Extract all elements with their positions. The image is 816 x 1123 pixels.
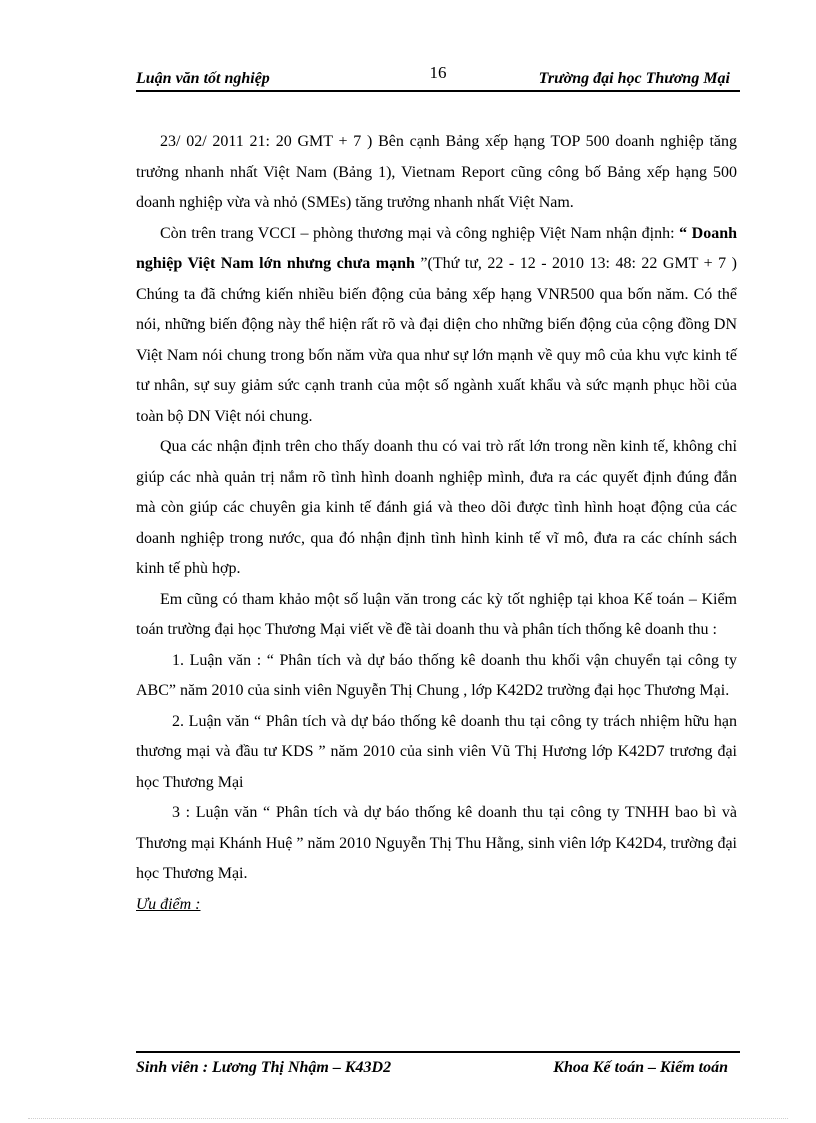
paragraph-revenue-role: Qua các nhận định trên cho thấy doanh thu có vai trò rất lớn trong nền kinh tế, không chỉ giúp các nhà quản trị nắm rõ tình hình doanh nghiệp mình, đưa ra các quyết định đúng đắn mà còn giúp các chuyên gia kinh tế đánh giá và theo dõi được tình hình hoạt động của các doanh nghiệp trong nước, qua đó nhận định tình hình kinh tế vĩ mô, đưa ra các chính sách kinh tế phù hợp. xyxy=(136,438,737,577)
header-university: Trường đại học Thương Mại xyxy=(538,70,730,87)
header-thesis-title: Luận văn tốt nghiệp xyxy=(136,70,270,87)
footer-faculty: Khoa Kế toán – Kiểm toán xyxy=(553,1059,728,1076)
document-body xyxy=(136,127,737,920)
advantages-heading: Ưu điểm : xyxy=(136,895,201,913)
page-number: 16 xyxy=(429,63,447,82)
page-bottom-divider xyxy=(28,1118,788,1119)
page-header xyxy=(136,62,740,92)
advantages-paragraph xyxy=(136,890,737,921)
paragraph-vietnam-report: 23/ 02/ 2011 21: 20 GMT + 7 ) Bên cạnh Bảng xếp hạng TOP 500 doanh nghiệp tăng trưởng nhanh nhất Việt Nam (Bảng 1), Vietnam Report cũng công bố Bảng xếp hạng 500 doanh nghiệp vừa và nhỏ (SMEs) tăng trưởng nhanh nhất Việt Nam. xyxy=(136,133,737,211)
vcci-intro: Còn trên trang VCCI – phòng thương mại và công nghiệp Việt Nam nhận định: xyxy=(160,224,675,242)
paragraph-references-intro: Em cũng có tham khảo một số luận văn trong các kỳ tốt nghiệp tại khoa Kế toán – Kiểm toán trường đại học Thương Mại viết về đề tài doanh thu và phân tích thống kê doanh thu : xyxy=(136,590,737,638)
vcci-detail: ”(Thứ tư, 22 - 12 - 2010 13: 48: 22 GMT + 7 ) Chúng ta đã chứng kiến nhiều biến động của bảng xếp hạng VNR500 qua bốn năm. Có thể nói, những biến động này thể hiện rất rõ và đại diện cho những biến động của cộng đồng DN Việt Nam nói chung trong bốn năm vừa qua như sự lớn mạnh về quy mô của khu vực kinh tế tư nhân, sự suy giảm sức cạnh tranh của một số ngành xuất khẩu và sức mạnh phục hồi của toàn bộ DN Việt nói chung. xyxy=(136,255,738,425)
vcci-quote-title: “ Doanh nghiệp Việt Nam lớn nhưng chưa mạnh xyxy=(136,224,737,272)
reference-item-2: 2. Luận văn “ Phân tích và dự báo thống kê doanh thu tại công ty trách nhiệm hữu hạn thương mại và đầu tư KDS ” năm 2010 của sinh viên Vũ Thị Hương lớp K42D7 trương đại học Thương Mại xyxy=(136,712,737,791)
paragraph-vcci xyxy=(136,219,737,433)
reference-item-3: 3 : Luận văn “ Phân tích và dự báo thống kê doanh thu tại công ty TNHH bao bì và Thương mại Khánh Huệ ” năm 2010 Nguyễn Thị Thu Hằng, sinh viên lớp K42D4, trường đại học Thương Mại. xyxy=(136,804,737,882)
reference-item-1: 1. Luận văn : “ Phân tích và dự báo thống kê doanh thu khối vận chuyển tại công ty ABC” năm 2010 của sinh viên Nguyễn Thị Chung , lớp K42D2 trường đại học Thương Mại. xyxy=(136,651,737,699)
footer-student: Sinh viên : Lương Thị Nhậm – K43D2 xyxy=(136,1059,392,1076)
page-footer xyxy=(136,1051,740,1083)
